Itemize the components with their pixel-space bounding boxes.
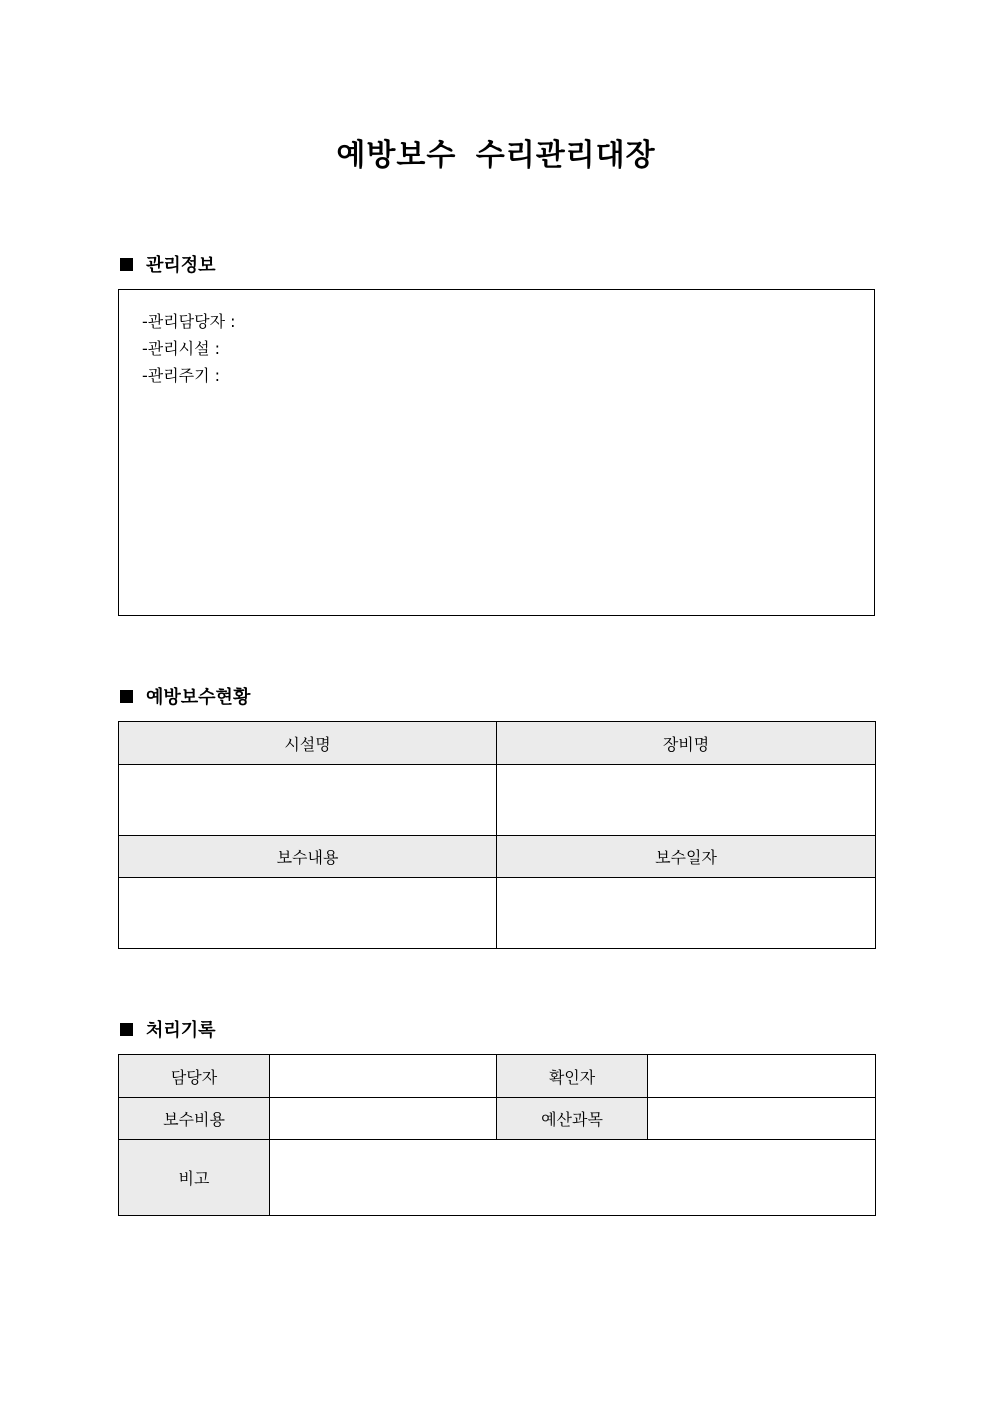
maintenance-status-heading <box>119 683 250 709</box>
equipment-name-cell[interactable] <box>497 765 876 836</box>
square-bullet-icon <box>120 1023 133 1036</box>
equipment-name-header: 장비명 <box>497 722 876 765</box>
person-in-charge-cell[interactable] <box>270 1055 497 1098</box>
management-info-lines <box>142 308 236 389</box>
repair-content-header: 보수내용 <box>119 836 497 878</box>
person-in-charge-label: 담당자 <box>119 1055 270 1098</box>
process-record-heading-label: 처리기록 <box>146 1020 216 1041</box>
manager-line: -관리담당자 : <box>142 312 236 331</box>
management-info-heading <box>119 251 216 277</box>
remarks-cell[interactable] <box>270 1140 876 1216</box>
process-record-heading <box>119 1016 216 1042</box>
square-bullet-icon <box>120 690 133 703</box>
facility-line: -관리시설 : <box>142 339 221 358</box>
maintenance-status-heading-label: 예방보수현황 <box>146 687 251 708</box>
confirmer-label: 확인자 <box>497 1055 648 1098</box>
repair-date-header: 보수일자 <box>497 836 876 878</box>
budget-item-cell[interactable] <box>648 1098 876 1140</box>
square-bullet-icon <box>120 258 133 271</box>
remarks-label: 비고 <box>119 1140 270 1216</box>
budget-item-label: 예산과목 <box>497 1098 648 1140</box>
repair-cost-label: 보수비용 <box>119 1098 270 1140</box>
repair-date-cell[interactable] <box>497 878 876 949</box>
process-record-table <box>118 1054 876 1216</box>
facility-name-header: 시설명 <box>119 722 497 765</box>
document-title: 예방보수 수리관리대장 <box>336 138 656 173</box>
repair-content-cell[interactable] <box>119 878 497 949</box>
repair-cost-cell[interactable] <box>270 1098 497 1140</box>
management-info-heading-label: 관리정보 <box>146 255 216 276</box>
management-info-box <box>118 289 875 616</box>
cycle-line: -관리주기 : <box>142 366 221 385</box>
facility-name-cell[interactable] <box>119 765 497 836</box>
confirmer-cell[interactable] <box>648 1055 876 1098</box>
maintenance-status-table <box>118 721 876 949</box>
